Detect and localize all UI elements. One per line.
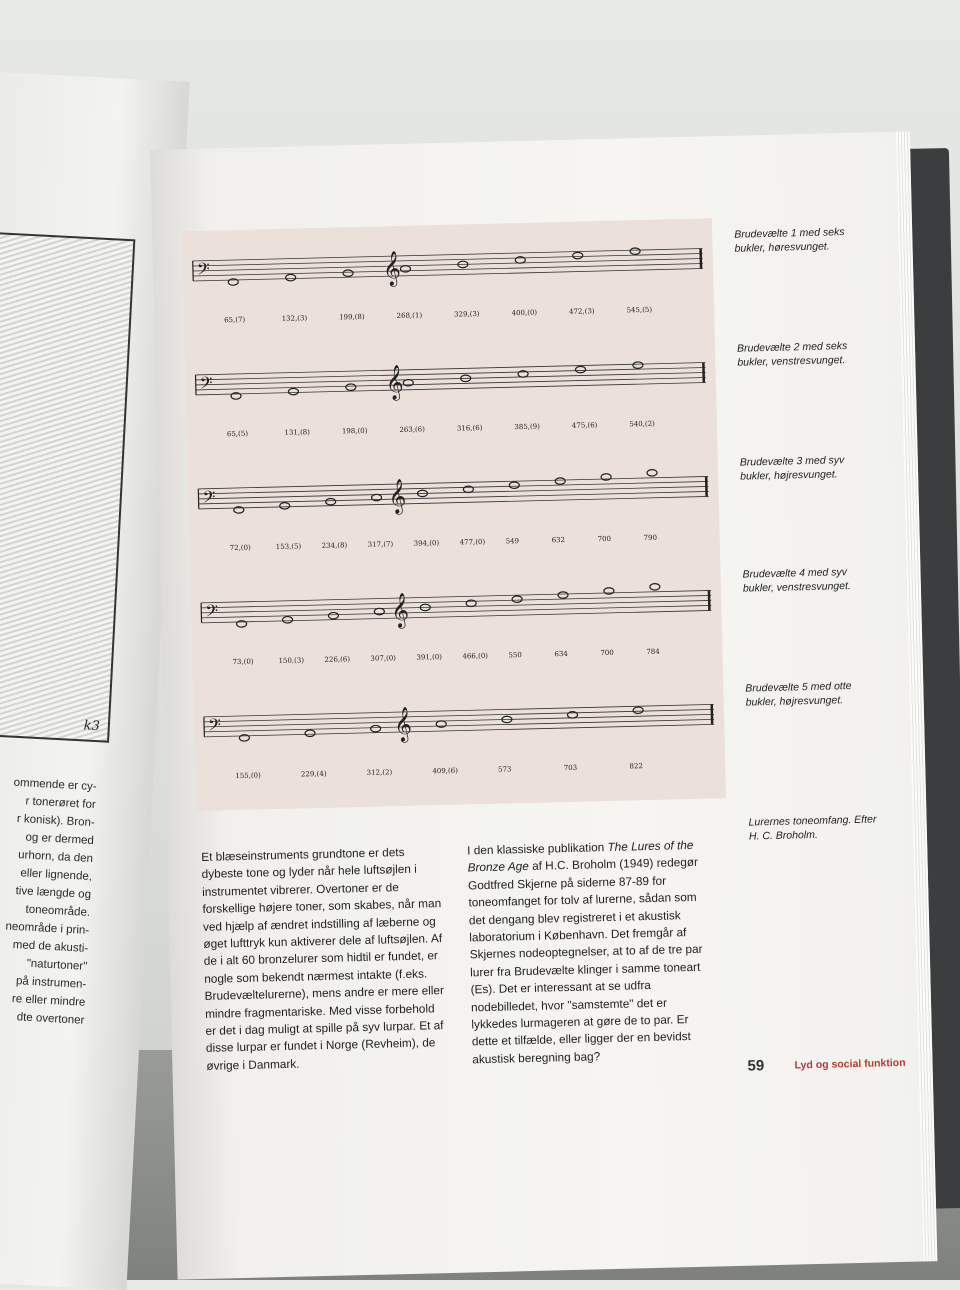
staff-4 (201, 582, 712, 634)
book-title: The Lures of the Bronze Age (467, 838, 693, 875)
left-text-line: urhorn, da den (0, 843, 93, 868)
left-page-text (0, 771, 97, 1029)
note (286, 274, 296, 281)
note (346, 384, 356, 391)
left-text-line: r konisk). Bron- (0, 807, 95, 832)
note (512, 596, 522, 603)
staff-caption-2: Brudevælte 2 med seks bukler, venstresvunget. (737, 339, 868, 370)
frequency-label: 150,(3) (278, 656, 304, 665)
left-text-line: dte overtoner (0, 1005, 85, 1030)
frequency-label: 65,(5) (227, 430, 248, 439)
note (558, 592, 568, 599)
note (630, 248, 640, 255)
frequency-label: 784 (646, 648, 660, 656)
frequency-label: 317,(7) (368, 540, 394, 549)
frequency-label: 385,(9) (514, 423, 540, 432)
left-text-line: "naturtoner" (0, 951, 88, 976)
frequency-label: 73,(0) (232, 658, 253, 667)
frequency-label: 400,(0) (511, 309, 537, 318)
frequency-label: 475,(6) (572, 421, 598, 430)
staff-caption-3: Brudevælte 3 med syv bukler, højresvunget. (740, 453, 871, 484)
frequency-label: 540,(2) (629, 420, 655, 429)
frequency-label: 394,(0) (414, 539, 440, 548)
note (305, 730, 315, 737)
frequency-label: 131,(8) (284, 428, 310, 437)
frequency-label: 790 (644, 534, 658, 542)
frequency-label: 155,(0) (235, 771, 261, 780)
left-text-line: r tonerøret for (0, 789, 96, 814)
frequency-label: 545,(5) (626, 306, 652, 315)
bass-clef: 𝄢 (205, 600, 219, 624)
frequency-label: 466,(0) (462, 652, 488, 661)
staff-1 (193, 244, 704, 292)
paragraph-2-pre: I den klassiske publikation (467, 840, 608, 857)
frequency-label: 703 (564, 764, 578, 772)
frequency-label: 573 (498, 765, 512, 773)
note (650, 583, 660, 590)
frequency-label: 268,(1) (397, 311, 423, 320)
body-column-1 (201, 843, 446, 1075)
left-text-line: neområde i prin- (0, 915, 90, 940)
staff-5 (204, 699, 715, 747)
frequency-label: 634 (554, 650, 568, 658)
frequency-label: 409,(6) (432, 767, 458, 776)
frequency-label: 632 (552, 536, 566, 544)
frequency-label: 229,(4) (301, 770, 327, 779)
staff-2 (195, 357, 706, 405)
staff-caption-1: Brudevælte 1 med seks bukler, høresvunget. (734, 225, 865, 256)
left-text-line: ommende er cy- (0, 771, 97, 796)
bass-clef: 𝄢 (208, 714, 222, 738)
note (575, 366, 585, 373)
right-page (150, 131, 937, 1279)
frequency-label: 199,(8) (339, 313, 365, 322)
illustration-signature: k3 (83, 718, 100, 734)
frequency-label: 700 (600, 649, 614, 657)
figure-caption: Lurernes toneomfang. Efter H. C. Broholm. (748, 812, 879, 843)
bass-clef: 𝄢 (199, 373, 213, 397)
frequency-label: 132,(3) (282, 314, 308, 323)
treble-clef: 𝄞 (394, 707, 413, 743)
left-text-line: toneområde. (0, 897, 91, 922)
frequency-label: 307,(0) (370, 654, 396, 663)
left-text-line: med de akusti- (0, 933, 89, 958)
treble-clef: 𝄞 (391, 593, 410, 629)
frequency-label: 198,(0) (342, 427, 368, 436)
left-text-line: tive længde og (0, 879, 91, 904)
left-text-line: og er dermed (0, 825, 94, 850)
paragraph-2 (467, 837, 712, 1069)
frequency-label: 72,(0) (230, 544, 251, 553)
frequency-label: 263,(6) (399, 425, 425, 434)
frequency-label: 477,(0) (460, 538, 486, 547)
note (288, 388, 298, 395)
frequency-label: 153,(5) (276, 542, 302, 551)
body-column-2 (467, 837, 712, 1069)
frequency-label: 550 (508, 651, 522, 659)
frequency-label: 822 (629, 762, 643, 770)
treble-clef: 𝄞 (385, 365, 404, 401)
frequency-label: 312,(2) (367, 768, 393, 777)
left-text-line: re eller mindre (0, 987, 86, 1012)
note (326, 498, 336, 505)
music-figure (182, 218, 726, 811)
frequency-label: 226,(6) (324, 655, 350, 664)
frequency-label: 316,(6) (457, 424, 483, 433)
frequency-label: 65,(7) (224, 316, 245, 325)
note (280, 502, 290, 509)
treble-clef: 𝄞 (383, 251, 402, 287)
landscape-illustration (0, 232, 135, 743)
left-text-line: på instrumen- (0, 969, 87, 994)
page-number: 59 (747, 1057, 764, 1074)
treble-clef: 𝄞 (388, 479, 407, 515)
running-head: Lyd og social funktion (794, 1057, 905, 1072)
left-text-line: eller lignende, (0, 861, 92, 886)
note (633, 707, 643, 714)
paragraph-1: Et blæseinstruments grundtone er dets dybeste tone og lyder når hele luftsøjlen i instrumentet vibrerer. Overtoner er de forskellige højere toner, som skabes, når man ved hjælp af ændret indstilling af læberne og øget lufttryk kun aktiverer dele af luftsøjlen. Af de i alt 60 bronzelurer som hidtil er fundet, er nogle som bekendt nærmest intakte (f.eks. Brudevæltelurerne), mens andre er mere eller mindre fragmentariske. Med visse forbehold er det i dag muligt at spille på syv lurpar. Et af disse lurpar er fundet i Norge (Revheim), de øvrige i Danmark. (201, 843, 446, 1075)
bass-clef: 𝄢 (197, 259, 211, 283)
paragraph-2-post: af H.C. Broholm (1949) redegør Godtfred Skjerne på siderne 87-89 for toneomfanget for tolv af lurerne, sådan som det dengang blev registreret i et akustisk laboratorium i København. Det fremgår af Skjernes nodeoptegnelser, at to af de tre par lurer fra Brudevælte klinger i samme toneart (Es). Det er interessant at se udfra nodebilledet, hvor "samstemte" det er lykkedes lurmageren at gøre de to par. Er dette et tilfælde, eller ligger der en bevidst akustisk beregning bag? (468, 855, 703, 1066)
note (282, 616, 292, 623)
staff-caption-4: Brudevælte 4 med syv bukler, venstresvunget. (742, 564, 873, 595)
note (343, 270, 353, 277)
note (509, 482, 519, 489)
bass-clef: 𝄢 (202, 487, 216, 511)
frequency-label: 700 (598, 535, 612, 543)
note (573, 252, 583, 259)
frequency-label: 472,(3) (569, 307, 595, 316)
frequency-label: 391,(0) (416, 653, 442, 662)
note (633, 362, 643, 369)
staff-3 (198, 468, 709, 520)
note (328, 612, 338, 619)
note (647, 470, 657, 477)
frequency-label: 549 (506, 537, 520, 545)
frequency-label: 234,(8) (322, 541, 348, 550)
staff-caption-5: Brudevælte 5 med otte bukler, højresvunget. (745, 678, 876, 709)
frequency-label: 329,(3) (454, 310, 480, 319)
note (555, 478, 565, 485)
note (371, 725, 381, 732)
